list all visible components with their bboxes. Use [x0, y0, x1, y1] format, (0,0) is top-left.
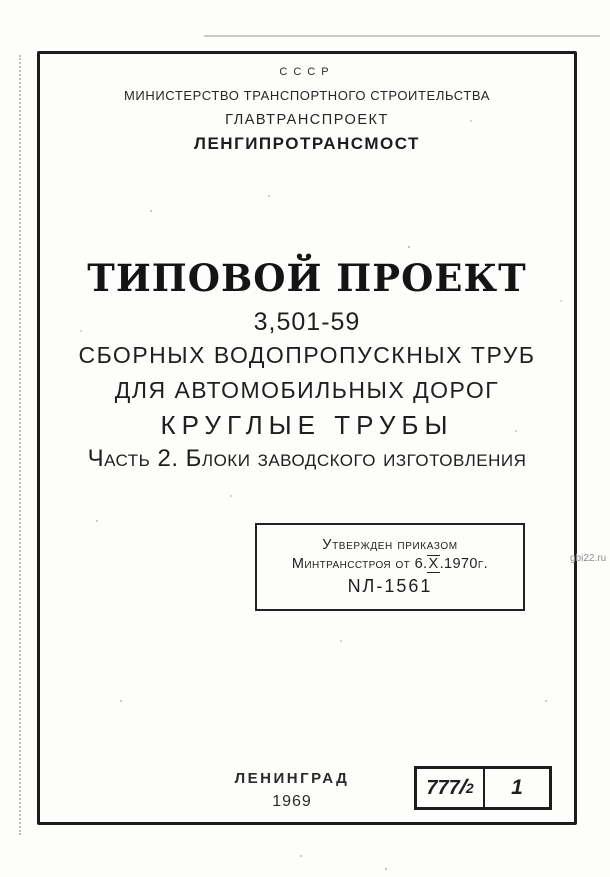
ministry-name: МИНИСТЕРСТВО ТРАНСПОРТНОГО СТРОИТЕЛЬСТВА — [124, 88, 490, 103]
approval-line-2-prefix: Минтрансстроя от 6. — [291, 556, 428, 572]
sheet-code-denominator: 2 — [465, 780, 474, 796]
site-watermark: gbi22.ru — [570, 553, 607, 564]
scan-edge-artifact-left — [19, 55, 21, 835]
sheet-code-numerator: 777 — [426, 776, 460, 799]
publication-city: ЛЕНИНГРАД — [234, 770, 350, 787]
sheet-code-separator: / — [458, 773, 468, 800]
department-name: ГЛАВТРАНСПРОЕКТ — [225, 112, 389, 128]
country-label: СССР — [279, 66, 335, 78]
document-title: ТИПОВОЙ ПРОЕКТ — [87, 256, 527, 300]
approval-stamp-box — [255, 523, 525, 611]
approval-line-1: Утвержден приказом — [322, 537, 458, 553]
subtitle-line-1: СБОРНЫХ ВОДОПРОПУСКНЫХ ТРУБ — [78, 342, 536, 368]
sheet-number-cell: 1 — [511, 776, 523, 799]
publication-year: 1969 — [272, 793, 312, 810]
sheet-stamp-box — [414, 766, 552, 810]
scan-edge-artifact-top — [204, 35, 600, 37]
project-series-number: 3,501-59 — [253, 308, 361, 336]
approval-line-2 — [292, 556, 488, 572]
approval-month-roman-numeral: X — [428, 556, 439, 572]
approval-order-number: NЛ-1561 — [347, 576, 433, 596]
subtitle-line-2: ДЛЯ АВТОМОБИЛЬНЫХ ДОРОГ — [114, 377, 500, 403]
sheet-code-cell — [417, 769, 485, 807]
organization-name: ЛЕНГИПРОТРАНСМОСТ — [194, 134, 420, 153]
approval-line-2-suffix: .1970г. — [439, 556, 489, 572]
subtitle-line-3: КРУГЛЫЕ ТРУБЫ — [160, 410, 454, 440]
scan-noise-speckles — [0, 0, 2, 2]
part-title: Часть 2. Блоки заводского изготовления — [87, 445, 527, 472]
